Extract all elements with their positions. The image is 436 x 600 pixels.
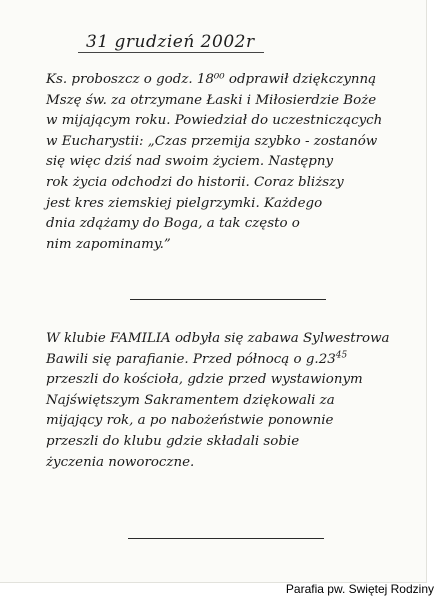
date-underline: [78, 52, 264, 53]
text-line: mijający rok, a po nabożeństwie ponownie: [46, 413, 334, 429]
text-line: przeszli do kościoła, gdzie przed wystawionym: [46, 372, 363, 388]
section-divider: [128, 538, 324, 539]
text-line: dnia zdążamy do Boga, a tak często o: [46, 216, 300, 232]
text-line: Ks. proboszcz o godz. 18⁰⁰ odprawił dziękczynną: [46, 72, 377, 87]
paragraph-mass: [46, 70, 422, 255]
entry-date: 31 grudzień 2002r: [86, 32, 255, 52]
text-line: się więc dziś nad swoim życiem. Następny: [46, 154, 334, 170]
text-line: w Eucharystii: „Czas przemija szybko - zostanów: [46, 133, 378, 149]
text-line-with-time: [46, 350, 422, 371]
text-line: nim zapominamy.”: [46, 236, 171, 252]
text-line: Bawili się parafianie. Przed północą o g.23: [46, 351, 336, 367]
text-line: rok życia odchodzi do historii. Coraz bliższy: [46, 174, 344, 190]
text-line: w mijającym roku. Powiedział do uczestniczących: [46, 113, 383, 129]
time-superscript: 45: [335, 350, 348, 361]
section-divider: [130, 299, 326, 300]
text-line: przeszli do klubu gdzie składali sobie: [46, 433, 300, 449]
text-line: Najświętszym Sakramentem dziękowali za: [46, 392, 335, 408]
text-line: jest kres ziemskiej pielgrzymki. Każdego: [46, 195, 323, 211]
paragraph-new-year-party: [46, 329, 422, 473]
text-line: życzenia noworoczne.: [46, 454, 195, 470]
text-line: Mszę św. za otrzymane Łaski i Miłosierdzie Boże: [46, 92, 377, 108]
text-line: W klubie FAMILIA odbyła się zabawa Sylwestrowa: [46, 331, 390, 346]
parish-footer-label: Parafia pw. Swiętej Rodziny: [285, 582, 434, 596]
